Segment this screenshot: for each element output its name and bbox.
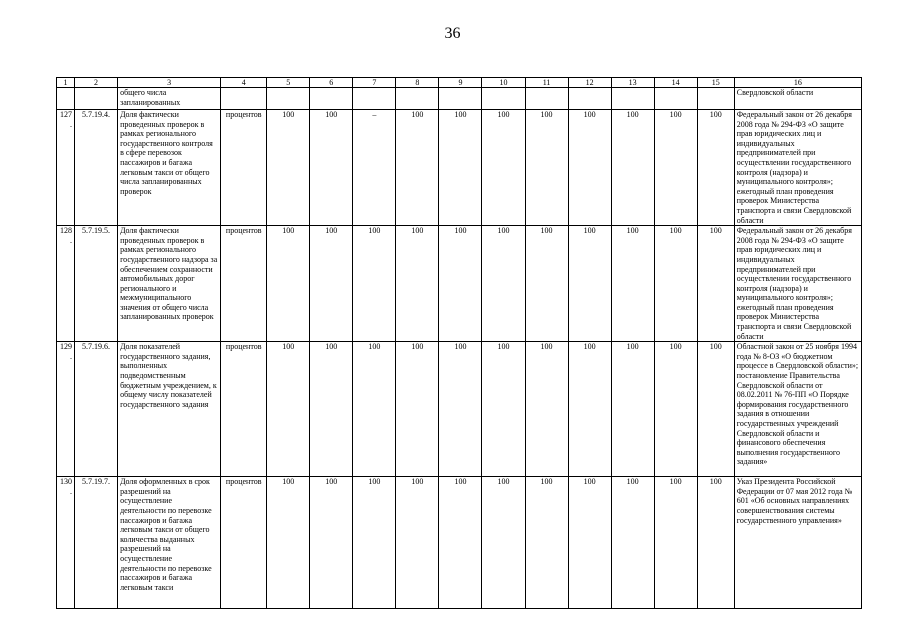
column-header-13: 13 [611,78,654,88]
column-header-3: 3 [118,78,221,88]
cell-value: 100 [611,110,654,226]
column-header-9: 9 [439,78,482,88]
table-row [57,110,862,226]
cell-value: 100 [267,342,310,477]
cell-unit [221,88,267,110]
cell-unit: процентов [221,342,267,477]
cell-basis: Свердловской области [734,88,861,110]
cell-value: 100 [482,226,525,342]
cell-value: 100 [396,342,439,477]
cell-value: 100 [697,477,734,609]
column-header-12: 12 [568,78,611,88]
cell-value: 100 [525,226,568,342]
cell-value: 100 [396,110,439,226]
cell-value: 100 [310,110,353,226]
cell-unit: процентов [221,477,267,609]
cell-value: 100 [482,477,525,609]
cell-unit: процентов [221,110,267,226]
column-header-14: 14 [654,78,697,88]
cell-value: 100 [525,477,568,609]
cell-value: – [353,110,396,226]
cell-name: общего числа запланированных [118,88,221,110]
cell-unit: процентов [221,226,267,342]
cell-value: 100 [267,110,310,226]
cell-value: 100 [525,342,568,477]
cell-name: Доля оформленных в срок разрешений на осуществление деятельности по перевозке пассажиров и багажа легковым такси от общего количества выданных разрешений на осуществление деятельности по перевозке пассажиров и багажа легковым такси [118,477,221,609]
cell-value: 100 [654,110,697,226]
column-header-4: 4 [221,78,267,88]
cell-name: Доля фактически проведенных проверок в рамках регионального государственного надзора за обеспечением сохранности автомобильных дорог регионального и межмуниципального значения от общего числа запланированных проверок [118,226,221,342]
cell-value: 100 [267,226,310,342]
cell-value: 100 [654,342,697,477]
cell-code: 5.7.19.7. [75,477,118,609]
cell-value: 100 [439,110,482,226]
page-number: 36 [444,25,461,42]
cell-num: 128. [57,226,75,342]
cell-basis: Федеральный закон от 26 декабря 2008 года № 294-ФЗ «О защите прав юридических лиц и индивидуальных предпринимателей при осуществлении государственного контроля (надзора) и муниципального контроля»; ежегодный план проведения проверок Министерства транспорта и связи Свердловской области [734,110,861,226]
cell-name: Доля фактически проведенных проверок в рамках регионального государственного контроля в сфере перевозок пассажиров и багажа легковым такси от общего числа запланированных проверок [118,110,221,226]
cell-code: 5.7.19.6. [75,342,118,477]
cell-num: 130. [57,477,75,609]
cell-value: 100 [353,226,396,342]
cell-basis: Федеральный закон от 26 декабря 2008 года № 294-ФЗ «О защите прав юридических лиц и индивидуальных предпринимателей при осуществлении государственного контроля (надзора) и муниципального контроля»; ежегодный план проведения проверок Министерства транспорта и связи Свердловской области [734,226,861,342]
column-number-header [57,78,862,88]
table-row [57,342,862,477]
cell-value: 100 [482,342,525,477]
cell-value: 100 [611,342,654,477]
column-header-15: 15 [697,78,734,88]
column-header-1: 1 [57,78,75,88]
column-header-11: 11 [525,78,568,88]
cell-value: 100 [353,342,396,477]
cell-value: 100 [697,110,734,226]
cell-value: 100 [353,477,396,609]
column-header-10: 10 [482,78,525,88]
cell-value: 100 [568,342,611,477]
cell-value: 100 [310,226,353,342]
cell-value: 100 [310,342,353,477]
cell-value: 100 [396,226,439,342]
cell-code: 5.7.19.4. [75,110,118,226]
cell-value: 100 [396,477,439,609]
column-header-6: 6 [310,78,353,88]
column-header-16: 16 [734,78,861,88]
cell-value: 100 [697,342,734,477]
cell-value: 100 [439,342,482,477]
cell-basis: Областной закон от 25 ноября 1994 года № 8-ОЗ «О бюджетном процессе в Свердловской области»; постановление Правительства Свердловской области от 08.02.2011 № 76-ПП «О Порядке формирования государственного задания в отношении государственных учреждений Свердловской области и финансового обеспечения выполнения государственного задания» [734,342,861,477]
indicators-table [56,77,862,609]
cell-value: 100 [568,226,611,342]
cell-value: 100 [568,110,611,226]
cell-basis: Указ Президента Российской Федерации от 07 мая 2012 года № 601 «Об основных направлениях совершенствования системы государственного управления» [734,477,861,609]
cell-value: 100 [697,226,734,342]
cell-value: 100 [611,477,654,609]
cell-value: 100 [267,477,310,609]
cell-value: 100 [654,477,697,609]
continuation-row [57,88,862,110]
cell-value: 100 [439,226,482,342]
column-header-2: 2 [75,78,118,88]
table-row [57,226,862,342]
cell-num: 129. [57,342,75,477]
cell-value: 100 [482,110,525,226]
cell-value: 100 [310,477,353,609]
cell-value: 100 [611,226,654,342]
cell-value: 100 [654,226,697,342]
cell-num: 127. [57,110,75,226]
column-header-5: 5 [267,78,310,88]
column-header-8: 8 [396,78,439,88]
cell-value: 100 [568,477,611,609]
cell-num [57,88,75,110]
cell-code [75,88,118,110]
table-row [57,477,862,609]
cell-value: 100 [439,477,482,609]
cell-name: Доля показателей государственного задания, выполненных подведомственным бюджетным учреждением, к общему числу показателей государственного задания [118,342,221,477]
column-header-7: 7 [353,78,396,88]
cell-value: 100 [525,110,568,226]
cell-code: 5.7.19.5. [75,226,118,342]
